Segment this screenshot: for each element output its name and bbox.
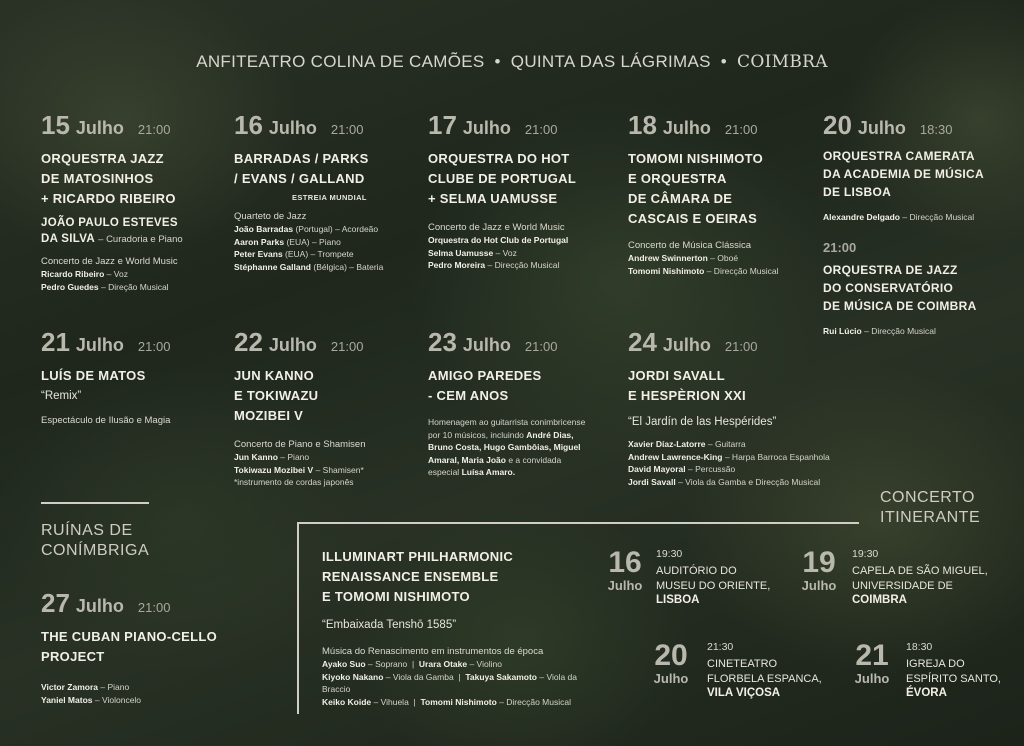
event-credits: Ricardo Ribeiro – Voz Pedro Guedes – Direção Musical	[41, 269, 169, 292]
event-title: TOMOMI NISHIMOTO E ORQUESTRA DE CÂMARA DE CASCAIS E OEIRAS	[628, 151, 764, 226]
event-title: AMIGO PAREDES - CEM ANOS	[428, 368, 542, 403]
event-month: Julho	[857, 118, 906, 138]
event-credits-second: Rui Lúcio – Direcção Musical	[823, 325, 936, 336]
event-title: LUÍS DE MATOS	[41, 368, 146, 383]
divider-line	[41, 502, 149, 504]
event-20-julho	[823, 110, 1018, 337]
event-day: 17	[428, 110, 457, 140]
event-month: Julho	[268, 118, 317, 138]
event-genre: Concerto de Jazz e World Music	[428, 222, 565, 233]
event-title: JUN KANNO E TOKIWAZU MOZIBEI V	[234, 368, 319, 423]
event-24-julho	[628, 327, 848, 488]
event-credits: João Barradas (Portugal) – Acordeão Aaron Parks (EUA) – Piano Peter Evans (EUA) – Trompete Stéphanne Galland (Bélgica) – Bateria	[234, 224, 384, 272]
event-quote: “Embaixada Tenshō 1585”	[322, 619, 457, 631]
event-day: 21	[41, 327, 70, 357]
event-title: BARRADAS / PARKS / EVANS / GALLAND	[234, 151, 369, 186]
event-genre: Concerto de Jazz e World Music	[41, 256, 178, 267]
event-day: 16	[234, 110, 263, 140]
event-time: 21:00	[724, 122, 758, 137]
itinerante-venue-16: 19:30 AUDITÓRIO DO MUSEU DO ORIENTE, LISBOA	[656, 548, 771, 606]
event-day: 23	[428, 327, 457, 357]
event-genre: Concerto de Música Clássica	[628, 240, 752, 251]
event-23-julho	[428, 327, 588, 479]
event-month: Julho	[462, 118, 511, 138]
event-27-julho	[41, 588, 261, 706]
event-time: 21:00	[330, 122, 364, 137]
event-title: ORQUESTRA CAMERATA DA ACADEMIA DE MÚSICA DE LISBOA	[823, 149, 984, 199]
itinerante-venue-20: 21:30 CINETEATRO FLORBELA ESPANCA, VILA VIÇOSA	[707, 641, 822, 699]
event-genre: Quarteto de Jazz	[234, 211, 307, 222]
event-month: Julho	[75, 596, 124, 616]
event-time: 21:00	[524, 339, 558, 354]
venue-header	[0, 52, 1024, 72]
event-day: 18	[628, 110, 657, 140]
event-16-julho	[234, 110, 414, 273]
event-genre: Espectáculo de Ilusão e Magia	[41, 415, 171, 426]
event-time-second: 21:00	[823, 239, 857, 255]
event-day: 15	[41, 110, 70, 140]
event-credits: Ayako Suo – Soprano | Urara Otake – Violino Kiyoko Nakano – Viola da Gamba | Takuya Sakamoto – Viola da Braccio Keiko Koide – Vihuela | Tomomi Nishimoto – Direcção Musical	[322, 659, 578, 707]
event-title: ORQUESTRA JAZZ DE MATOSINHOS + RICARDO RIBEIRO	[41, 151, 176, 206]
itinerante-date-20: 20 Julho	[653, 639, 689, 686]
event-quote: “Remix”	[41, 390, 82, 402]
separator-dot: •	[720, 52, 728, 71]
event-genre: Concerto de Piano e Shamisen	[234, 439, 366, 450]
event-time: 21:00	[137, 600, 171, 615]
itinerante-program	[322, 547, 607, 708]
venue-name: ANFITEATRO COLINA DE CAMÕES	[196, 52, 485, 71]
event-time: 21:00	[137, 339, 171, 354]
itinerante-side-rule	[297, 522, 299, 714]
event-day: 24	[628, 327, 657, 357]
event-curator-role: – Curadoria e Piano	[98, 234, 183, 245]
event-credits: Alexandre Delgado – Direcção Musical	[823, 212, 975, 222]
event-day: 27	[41, 588, 70, 618]
event-credits: Orquestra do Hot Club de Portugal Selma Uamusse – Voz Pedro Moreira – Direcção Musical	[428, 235, 569, 270]
itinerante-top-rule	[297, 522, 859, 524]
event-month: Julho	[75, 118, 124, 138]
event-17-julho	[428, 110, 613, 272]
event-21-julho	[41, 327, 221, 427]
event-time: 21:00	[137, 122, 171, 137]
event-title-second: ORQUESTRA DE JAZZ DO CONSERVATÓRIO DE MÚSICA DE COIMBRA	[823, 262, 977, 313]
itinerante-date-21: 21 Julho	[854, 639, 890, 686]
event-15-julho	[41, 110, 221, 293]
event-22-julho	[234, 327, 414, 489]
venue-location: QUINTA DAS LÁGRIMAS	[510, 52, 711, 71]
event-credits: Jun Kanno – Piano Tokiwazu Mozibei V – Shamisen* *instrumento de cordas japonês	[234, 451, 414, 489]
event-curator: JOÃO PAULO ESTEVES DA SILVA	[41, 217, 178, 245]
premiere-badge: ESTREIA MUNDIAL	[292, 193, 367, 202]
event-credits: Xavier Díaz-Latorre – Guitarra Andrew Lawrence-King – Harpa Barroca Espanhola David Mayoral – Percussão Jordi Savall – Viola da Gamba e Direcção Musical	[628, 439, 830, 487]
event-time: 21:00	[724, 339, 758, 354]
separator-dot: •	[494, 52, 501, 71]
event-credits: Victor Zamora – Piano Yaniel Matos – Violoncelo	[41, 682, 142, 705]
event-month: Julho	[268, 335, 317, 355]
event-time: 21:00	[524, 122, 558, 137]
itinerante-date-19: 19 Julho	[801, 546, 837, 593]
event-time: 21:00	[330, 339, 364, 354]
event-month: Julho	[662, 118, 711, 138]
event-title: ILLUMINART PHILHARMONIC RENAISSANCE ENSEMBLE E TOMOMI NISHIMOTO	[322, 549, 514, 604]
event-day: 20	[823, 110, 852, 140]
itinerante-date-16: 16 Julho	[607, 546, 643, 593]
event-credits: Andrew Swinnerton – Oboé Tomomi Nishimoto – Direcção Musical	[628, 253, 779, 276]
event-18-julho	[628, 110, 808, 277]
event-day: 22	[234, 327, 263, 357]
event-month: Julho	[662, 335, 711, 355]
event-month: Julho	[462, 335, 511, 355]
ruinas-label: RUÍNAS DE CONÍMBRIGA	[41, 522, 150, 559]
event-description: Homenagem ao guitarrista conimbricense por 10 músicos, incluindo André Dias, Bruno Costa, Hugo Gambôias, Miguel Amaral, Maria João e a convidada especial Luísa Amaro.	[428, 417, 586, 477]
event-title: ORQUESTRA DO HOT CLUBE DE PORTUGAL + SELMA UAMUSSE	[428, 151, 577, 206]
event-quote: “El Jardín de las Hespérides”	[628, 416, 777, 428]
event-title: THE CUBAN PIANO-CELLO PROJECT	[41, 629, 218, 664]
event-time: 18:30	[919, 122, 953, 137]
event-note: *instrumento de cordas japonês	[234, 477, 354, 487]
itinerante-venue-19: 19:30 CAPELA DE SÃO MIGUEL, UNIVERSIDADE DE COIMBRA	[852, 548, 988, 606]
event-genre: Música do Renascimento em instrumentos de época	[322, 646, 544, 657]
event-title: JORDI SAVALL E HESPÈRION XXI	[628, 368, 746, 403]
itinerante-label: CONCERTO ITINERANTE	[880, 489, 981, 526]
venue-city: COIMBRA	[737, 52, 828, 72]
event-month: Julho	[75, 335, 124, 355]
itinerante-venue-21: 18:30 IGREJA DO ESPÍRITO SANTO, ÉVORA	[906, 641, 1001, 699]
